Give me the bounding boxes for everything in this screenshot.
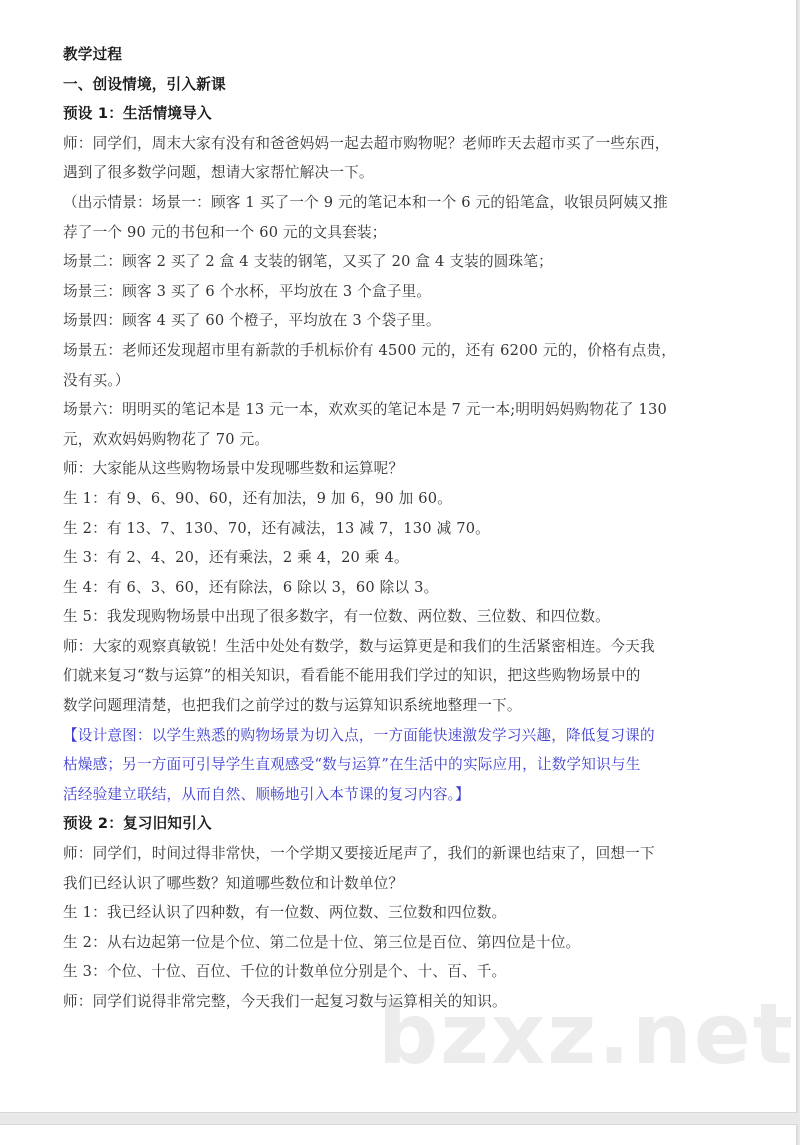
paragraph-line: 师：同学们，时间过得非常快，一个学期又要接近尾声了，我们的新课也结束了，回想一下 (63, 845, 655, 863)
paragraph-line: 生 3：个位、十位、百位、千位的计数单位分别是个、十、百、千。 (63, 963, 507, 981)
paragraph-line: 我们已经认识了哪些数？知道哪些数位和计数单位？ (63, 874, 404, 892)
next-page (0, 1124, 798, 1145)
section-title: 教学过程 (63, 46, 123, 63)
paragraph-line: 生 2：从右边起第一位是个位、第二位是十位、第三位是百位、第四位是十位。 (63, 933, 581, 951)
paragraph-line: 生 4：有 6、3、60，还有除法，6 除以 3，60 除以 3。 (63, 578, 439, 596)
paragraph-line: 师：同学们，周末大家有没有和爸爸妈妈一起去超市购物呢？老师昨天去超市买了一些东西， (63, 134, 670, 152)
paragraph-line: 师：大家的观察真敏锐！生活中处处有数学，数与运算更是和我们的生活紧密相连。今天我 (63, 637, 655, 655)
paragraph-line: 场景五：老师还发现超市里有新款的手机标价有 4500 元的，还有 6200 元的，价格有点贵， (63, 341, 677, 359)
paragraph-line: 数学问题理清楚，也把我们之前学过的数与运算知识系统地整理一下。 (63, 697, 522, 715)
subsection-heading: 预设 1：生活情境导入 (63, 105, 212, 123)
subsection-heading: 预设 2：复习旧知引入 (63, 815, 212, 833)
paragraph-line: 场景六：明明买的笔记本是 13 元一本，欢欢买的笔记本是 7 元一本;明明妈妈购物花了 130 (63, 401, 668, 419)
paragraph-line: 生 3：有 2、4、20，还有乘法，2 乘 4，20 乘 4。 (63, 549, 409, 567)
paragraph-line: 生 1：我已经认识了四种数，有一位数、两位数、三位数和四位数。 (63, 904, 507, 922)
paragraph-line: 没有买。） (63, 371, 130, 389)
paragraph-line: 师：大家能从这些购物场景中发现哪些数和运算呢？ (63, 460, 404, 478)
paragraph-line: 生 5：我发现购物场景中出现了很多数字，有一位数、两位数、三位数、和四位数。 (63, 608, 610, 626)
paragraph-line: 师：同学们说得非常完整，今天我们一起复习数与运算相关的知识。 (63, 993, 507, 1010)
paragraph-line: 们就来复习“数与运算”的相关知识，看看能不能用我们学过的知识，把这些购物场景中的 (63, 667, 641, 685)
watermark: bzxz.net (378, 985, 795, 1083)
paragraph-line: 生 1：有 9、6、90、60，还有加法，9 加 6，90 加 60。 (63, 489, 453, 507)
paragraph-line: 元，欢欢妈妈购物花了 70 元。 (63, 430, 270, 448)
paragraph-line: 场景三：顾客 3 买了 6 个水杯，平均放在 3 个盒子里。 (63, 282, 432, 300)
paragraph-line: 场景二：顾客 2 买了 2 盒 4 支装的钢笔，又买了 20 盒 4 支装的圆珠笔； (63, 253, 553, 271)
paragraph-line: 遇到了很多数学问题，想请大家帮忙解决一下。 (63, 164, 374, 182)
section-heading: 一、创设情境，引入新课 (63, 75, 226, 93)
design-intent-line: 活经验建立联结，从而自然、顺畅地引入本节课的复习内容。】 (63, 785, 470, 803)
paragraph-line: 场景四：顾客 4 买了 60 个橙子，平均放在 3 个袋子里。 (63, 312, 441, 330)
paragraph-line: （出示情景：场景一：顾客 1 买了一个 9 元的笔记本和一个 6 元的铅笔盒，收银员阿姨又推 (63, 193, 668, 211)
paragraph-line: 生 2：有 13、7、130、70，还有减法，13 减 7，130 减 70。 (63, 519, 490, 537)
document-body (63, 40, 743, 1017)
paragraph-line: 荐了一个 90 元的书包和一个 60 元的文具套装； (63, 223, 387, 241)
design-intent-line: 枯燥感；另一方面可引导学生直观感受“数与运算”在生活中的实际应用，让数学知识与生 (63, 756, 641, 774)
design-intent-line: 【设计意图：以学生熟悉的购物场景为切入点，一方面能快速激发学习兴趣，降低复习课的 (63, 726, 655, 744)
